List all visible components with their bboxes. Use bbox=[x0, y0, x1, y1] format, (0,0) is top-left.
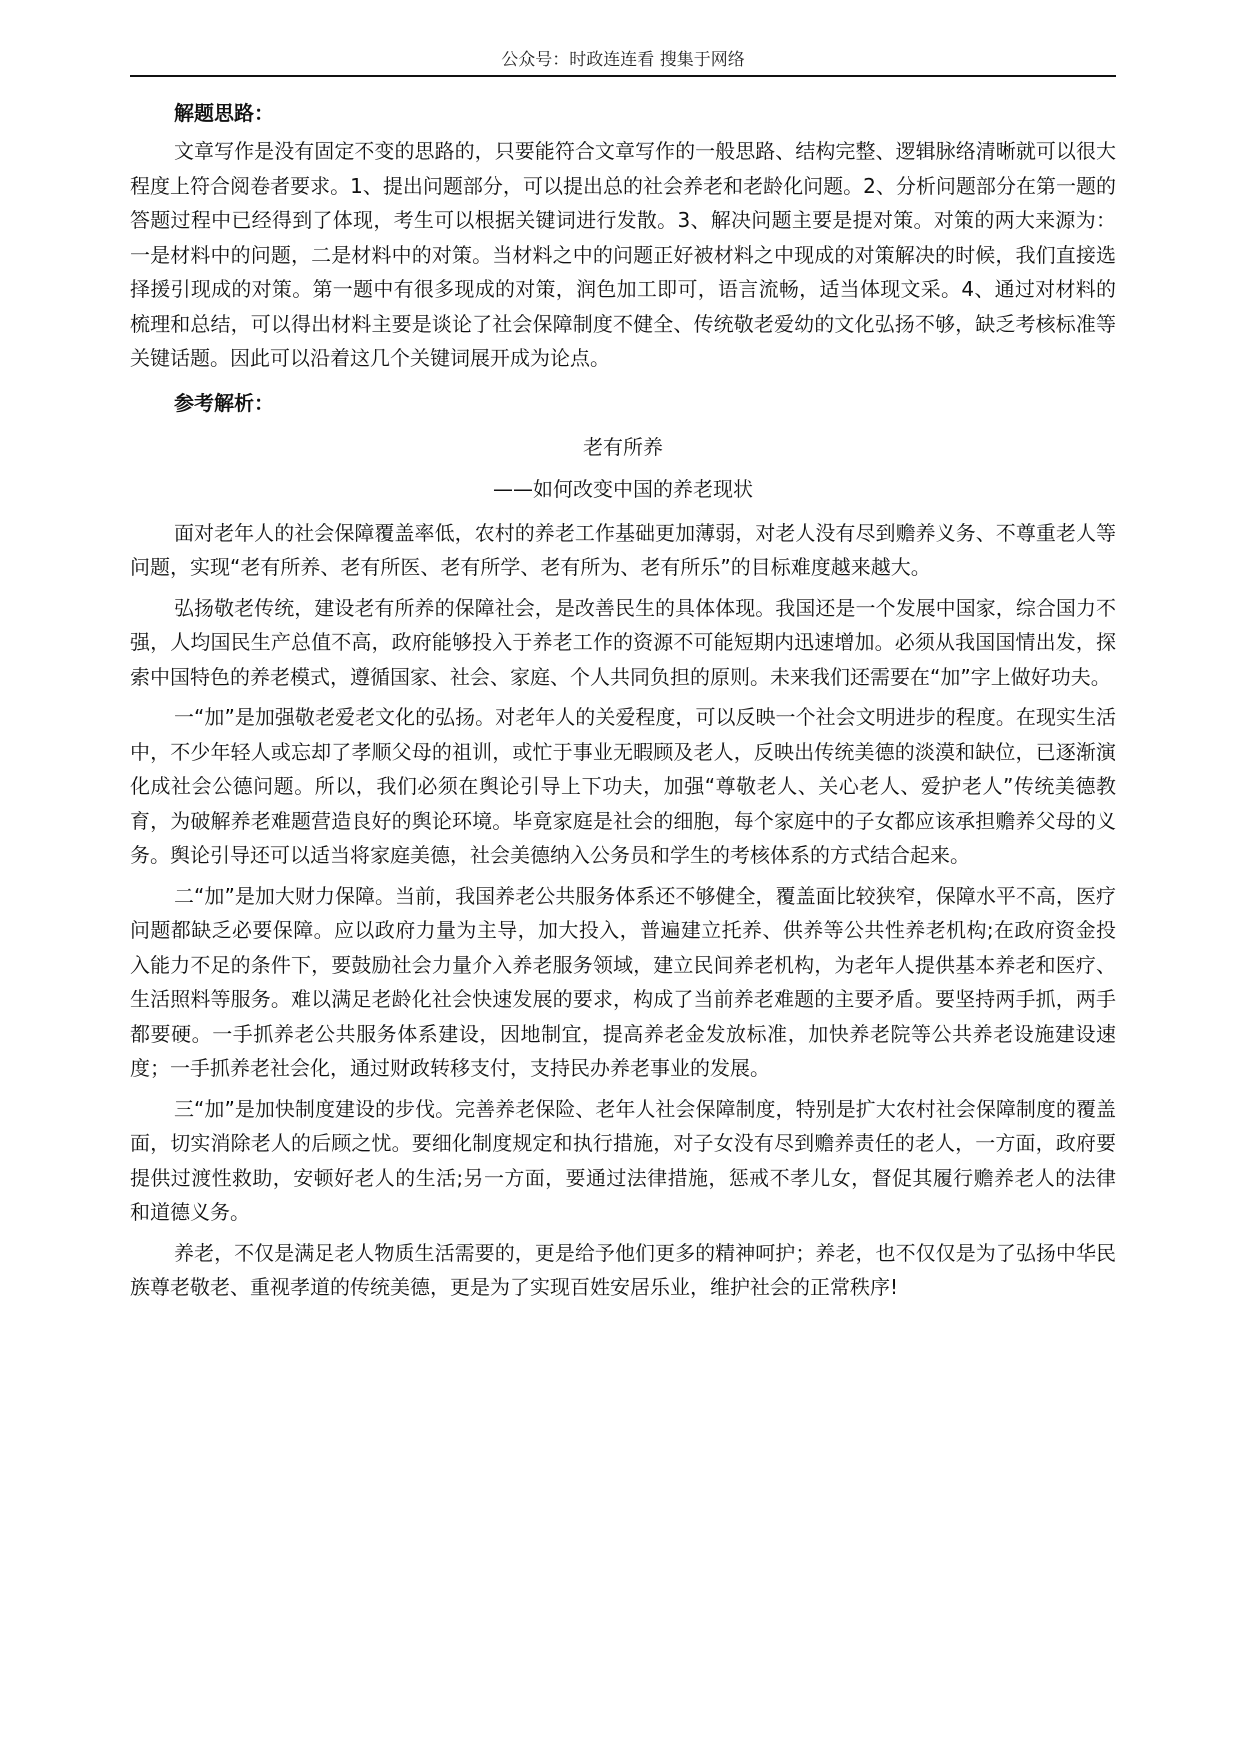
essay-paragraph-6: 养老，不仅是满足老人物质生活需要的，更是给予他们更多的精神呵护；养老，也不仅仅是为了弘扬中华民族尊老敬老、重视孝道的传统美德，更是为了实现百姓安居乐业，维护社会的正常秩序! bbox=[130, 1240, 1116, 1299]
essay-paragraph-5: 三“加”是加快制度建设的步伐。完善养老保险、老年人社会保障制度，特别是扩大农村社会保障制度的覆盖面，切实消除老人的后顾之忧。要细化制度规定和执行措施，对子女没有尽到赡养责任的老人，一方面，政府要提供过渡性救助，安顿好老人的生活;另一方面，要通过法律措施，惩戒不孝儿女，督促其履行赡养老人的法律和道德义务。 bbox=[130, 1096, 1116, 1224]
essay-paragraph-3: 一“加”是加强敬老爱老文化的弘扬。对老年人的关爱程度，可以反映一个社会文明进步的程度。在现实生活中，不少年轻人或忘却了孝顺父母的祖训，或忙于事业无暇顾及老人，反映出传统美德的淡漠和缺位，已逐渐演化成社会公德问题。所以，我们必须在舆论引导上下功夫，加强“尊敬老人、关心老人、爱护老人”传统美德教育，为破解养老难题营造良好的舆论环境。毕竟家庭是社会的细胞，每个家庭中的子女都应该承担赡养父母的义务。舆论引导还可以适当将家庭美德，社会美德纳入公务员和学生的考核体系的方式结合起来。 bbox=[130, 705, 1116, 867]
essay-subtitle: ——如何改变中国的养老现状 bbox=[493, 476, 753, 501]
essay-title: 老有所养 bbox=[583, 434, 663, 459]
reference-heading: 参考解析： bbox=[174, 390, 274, 415]
essay-paragraph-4: 二“加”是加大财力保障。当前，我国养老公共服务体系还不够健全，覆盖面比较狭窄，保障水平不高，医疗问题都缺乏必要保障。应以政府力量为主导，加大投入，普遍建立托养、供养等公共性养老机构;在政府资金投入能力不足的条件下，要鼓励社会力量介入养老服务领域，建立民间养老机构，为老年人提供基本养老和医疗、生活照料等服务。难以满足老龄化社会快速发展的要求，构成了当前养老难题的主要矛盾。要坚持两手抓，两手都要硬。一手抓养老公共服务体系建设，因地制宜，提高养老金发放标准，加快养老院等公共养老设施建设速度；一手抓养老社会化，通过财政转移支付，支持民办养老事业的发展。 bbox=[130, 883, 1116, 1080]
essay-paragraph-1: 面对老年人的社会保障覆盖率低，农村的养老工作基础更加薄弱，对老人没有尽到赡养义务、不尊重老人等问题，实现“老有所养、老有所医、老有所学、老有所为、老有所乐”的目标难度越来越大。 bbox=[130, 520, 1116, 579]
page-header: 公众号：时政连连看 搜集于网络 bbox=[501, 50, 745, 70]
approach-paragraph: 文章写作是没有固定不变的思路的，只要能符合文章写作的一般思路、结构完整、逻辑脉络清晰就可以很大程度上符合阅卷者要求。1、提出问题部分，可以提出总的社会养老和老龄化问题。2、分析问题部分在第一题的答题过程中已经得到了体现，考生可以根据关键词进行发散。3、解决问题主要是提对策。对策的两大来源为：一是材料中的问题，二是材料中的对策。当材料之中的问题正好被材料之中现成的对策解决的时候，我们直接选择援引现成的对策。第一题中有很多现成的对策，润色加工即可，语言流畅，适当体现文采。4、通过对材料的梳理和总结，可以得出材料主要是谈论了社会保障制度不健全、传统敬老爱幼的文化弘扬不够，缺乏考核标准等关键话题。因此可以沿着这几个关键词展开成为论点。 bbox=[130, 139, 1116, 370]
approach-heading: 解题思路： bbox=[174, 101, 274, 125]
header-divider bbox=[130, 75, 1116, 77]
document-body bbox=[130, 92, 1116, 1311]
essay-paragraph-2: 弘扬敬老传统，建设老有所养的保障社会，是改善民生的具体体现。我国还是一个发展中国家，综合国力不强，人均国民生产总值不高，政府能够投入于养老工作的资源不可能短期内迅速增加。必须从我国国情出发，探索中国特色的养老模式，遵循国家、社会、家庭、个人共同负担的原则。未来我们还需要在“加”字上做好功夫。 bbox=[130, 595, 1116, 689]
